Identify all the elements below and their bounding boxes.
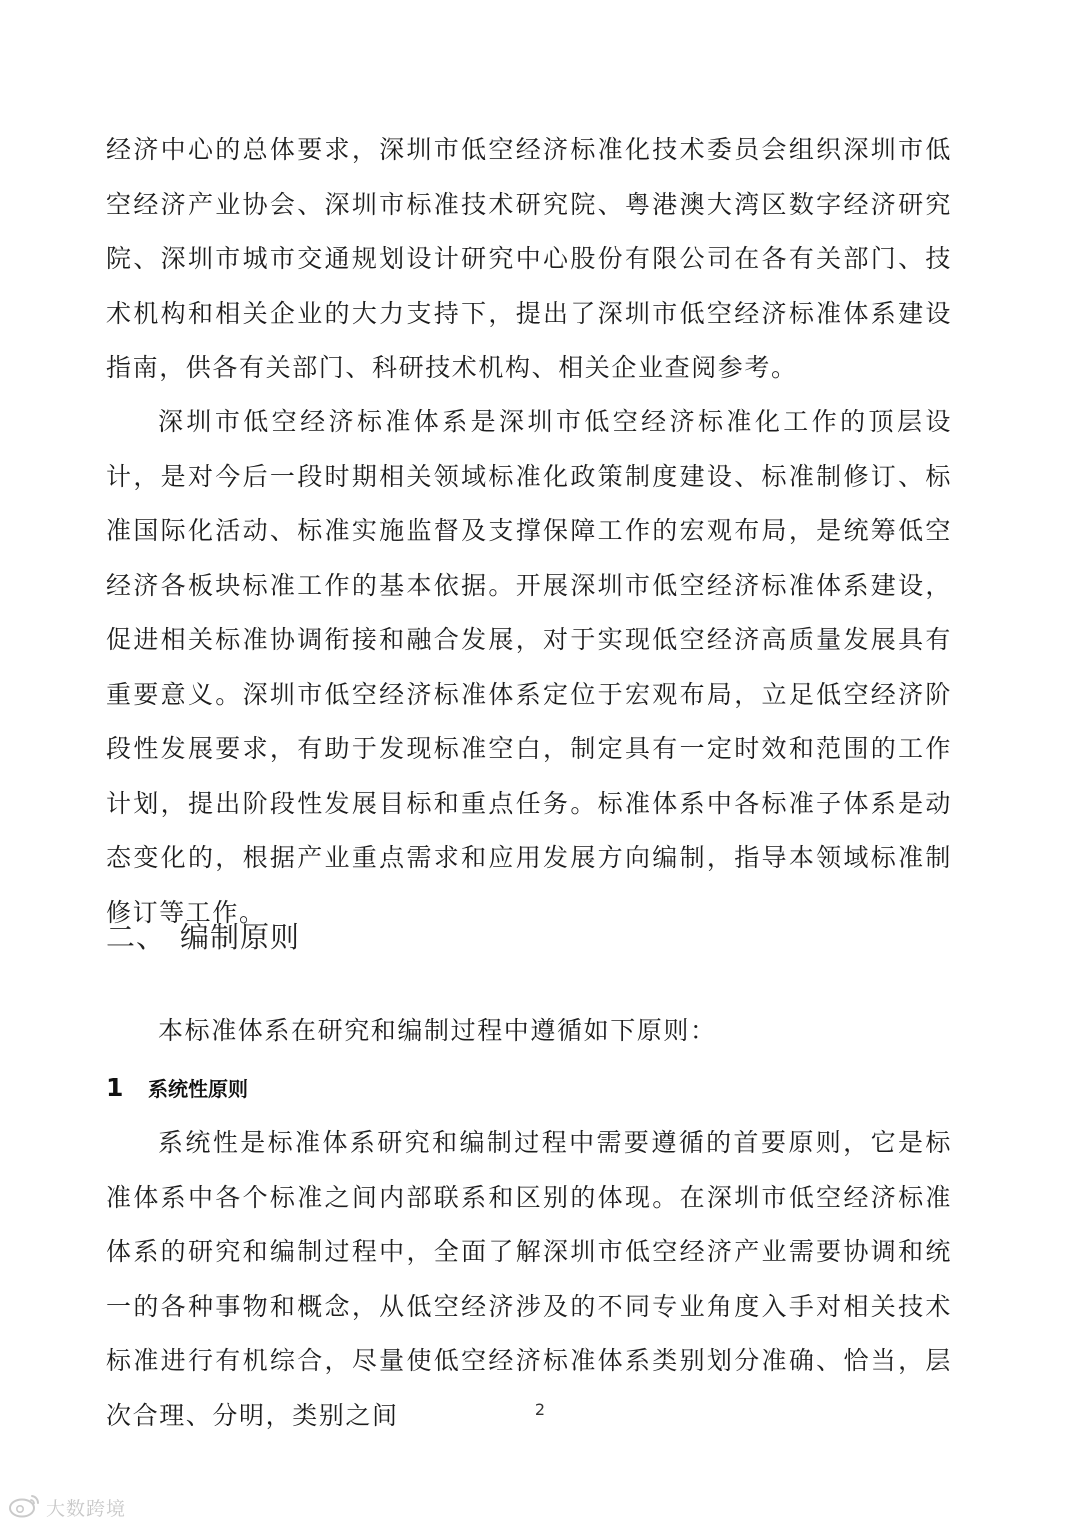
section-heading-number: 二、 bbox=[106, 920, 167, 954]
watermark-text: 大数跨境 bbox=[46, 1498, 127, 1520]
section-heading-title: 编制原则 bbox=[180, 920, 301, 954]
watermark bbox=[8, 1492, 126, 1523]
subsection-heading-title: 系统性原则 bbox=[148, 1077, 248, 1101]
section-intro: 本标准体系在研究和编制过程中遵循如下原则： bbox=[158, 1016, 717, 1045]
paragraph-1: 经济中心的总体要求，深圳市低空经济标准化技术委员会组织深圳市低空经济产业协会、深圳市标准技术研究院、粤港澳大湾区数字经济研究院、深圳市城市交通规划设计研究中心股份有限公司在各有关部门、技术机构和相关企业的大力支持下，提出了深圳市低空经济标准体系建设指南，供各有关部门、科研技术机构、相关企业查阅参考。 bbox=[106, 135, 952, 382]
page-number: 2 bbox=[534, 1400, 546, 1419]
subsection-heading bbox=[106, 1073, 248, 1102]
section-heading bbox=[106, 915, 300, 956]
subsection-heading-number: 1 bbox=[106, 1073, 124, 1102]
paragraph-2: 深圳市低空经济标准体系是深圳市低空经济标准化工作的顶层设计，是对今后一段时期相关领域标准化政策制度建设、标准制修订、标准国际化活动、标准实施监督及支撑保障工作的宏观布局，是统筹低空经济各板块标准工作的基本依据。开展深圳市低空经济标准体系建设，促进相关标准协调衔接和融合发展，对于实现低空经济高质量发展具有重要意义。深圳市低空经济标准体系定位于宏观布局，立足低空经济阶段性发展要求，有助于发现标准空白，制定具有一定时效和范围的工作计划，提出阶段性发展目标和重点任务。标准体系中各标准子体系是动态变化的，根据产业重点需求和应用发展方向编制，指导本领域标准制修订等工作。 bbox=[106, 407, 952, 927]
paragraph-3: 系统性是标准体系研究和编制过程中需要遵循的首要原则，它是标准体系中各个标准之间内部联系和区别的体现。在深圳市低空经济标准体系的研究和编制过程中，全面了解深圳市低空经济产业需要协调和统一的各种事物和概念，从低空经济涉及的不同专业角度入手对相关技术标准进行有机综合，尽量使低空经济标准体系类别划分准确、恰当，层次合理、分明，类别之间 bbox=[106, 1128, 952, 1430]
weibo-logo-icon bbox=[8, 1492, 42, 1523]
